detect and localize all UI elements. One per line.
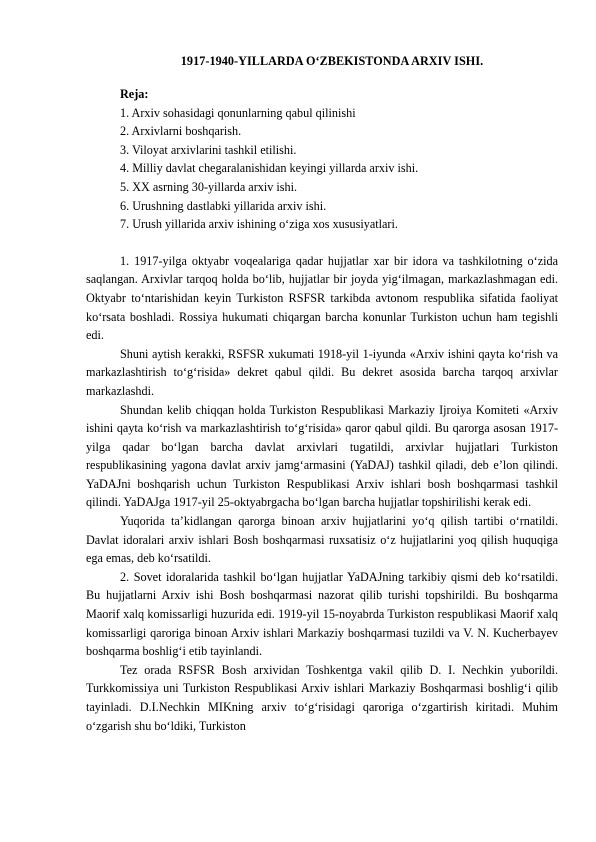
plan-item: 7. Urush yillarida arxiv ishining o‘ziga xos xususiyatlari. <box>120 217 398 232</box>
plan-item: 2. Arxivlarni boshqarish. <box>120 124 242 139</box>
paragraph: 1. 1917-yilga oktyabr voqealariga qadar hujjatlar xar bir idora va tashkilotning o‘zida saqlangan. Arxivlar tarqoq holda bo‘lib, hujjatlar bir joyda yig‘ilmagan, markazlashmagan edi. Oktyabr to‘ntarishidan keyin Turkiston RSFSR tarkibda avtonom respublika sifatida faoliyat ko‘rsata boshladi. Rossiya hukumati chiqargan barcha konunlar Turkiston uchun ham tegishli edi. <box>86 253 558 343</box>
plan-item: 6. Urushning dastlabki yillarida arxiv ishi. <box>120 198 327 213</box>
plan-heading: Reja: <box>120 87 149 101</box>
plan-item: 1. Arxiv sohasidagi qonunlarning qabul qilinishi <box>120 105 356 120</box>
paragraph: Shundan kelib chiqqan holda Turkiston Respublikasi Markaziy Ijroiya Komiteti «Arxiv ishini qayta ko‘rish va markazlashtirish to‘g‘risida» qaror qabul qildi. Bu qarorga asosan 1917-yilga qadar bo‘lgan barcha davlat arxivlari tugatildi, arxivlar hujjatlari Turkiston respublikasining yagona davlat arxiv jamg‘armasini (YaDAJ) tashkil qiladi, deb e’lon qilindi. YaDAJni boshqarish uchun Turkiston Respublikasi Arxiv ishlari bosh boshqarmasi tashkil qilindi. YaDAJga 1917-yil 25-oktyabrgacha bo‘lgan barcha hujjatlar topshirilishi kerak edi. <box>86 402 558 510</box>
paragraph: Yuqorida ta’kidlangan qarorga binoan arxiv hujjatlarini yo‘q qilish tartibi o‘rnatildi. Davlat idoralari arxiv ishlari Bosh boshqarmasi ruxsatisiz o‘z hujjatlarini yoq qilish huquqiga ega emas, deb ko‘rsatildi. <box>86 514 558 566</box>
body-text <box>86 252 558 735</box>
paragraph: 2. Sovet idoralarida tashkil bo‘lgan hujjatlar YaDAJning tarkibiy qismi deb ko‘rsatildi. Bu hujjatlarni Arxiv ishi Bosh boshqarmasi nazorat qilib turishi topshirildi. Bu boshqarma Maorif xalq komissarligi huzurida edi. 1919-yil 15-noyabrda Turkiston respublikasi Maorif xalq komissarligi qaroriga binoan Arxiv ishlari Markaziy boshqarmasi tuzildi va V. N. Kucherbayev boshqarma boshlig‘i etib tayinlandi. <box>86 569 558 659</box>
plan-list <box>120 104 558 234</box>
paragraph: Tez orada RSFSR Bosh arxividan Toshkentga vakil qilib D. I. Nechkin yuborildi. Turkkomissiya uni Turkiston Respublikasi Arxiv ishlari Markaziy Boshqarmasi boshlig‘i qilib tayinladi. D.I.Nechkin MIKning arxiv to‘g‘risidagi qaroriga o‘zgartirish kiritadi. Muhim o‘zgarish shu bo‘ldiki, Turkiston <box>86 662 558 733</box>
plan-item: 4. Milliy davlat chegaralanishidan keyingi yillarda arxiv ishi. <box>120 161 419 176</box>
paragraph: Shuni aytish kerakki, RSFSR xukumati 1918-yil 1-iyunda «Arxiv ishini qayta ko‘rish va markazlashtirish to‘g‘risida» dekret qabul qildi. Bu dekret asosida barcha tarqoq arxivlar markazlashdi. <box>86 346 558 398</box>
document-title: 1917-1940-YILLARDA O‘ZBEKISTONDA ARXIV ISHI. <box>180 54 484 68</box>
plan-item: 5. XX asrning 30-yillarda arxiv ishi. <box>120 179 298 194</box>
plan-item: 3. Viloyat arxivlarini tashkil etilishi. <box>120 142 297 157</box>
plan-section <box>120 85 558 234</box>
document-page <box>86 54 558 735</box>
